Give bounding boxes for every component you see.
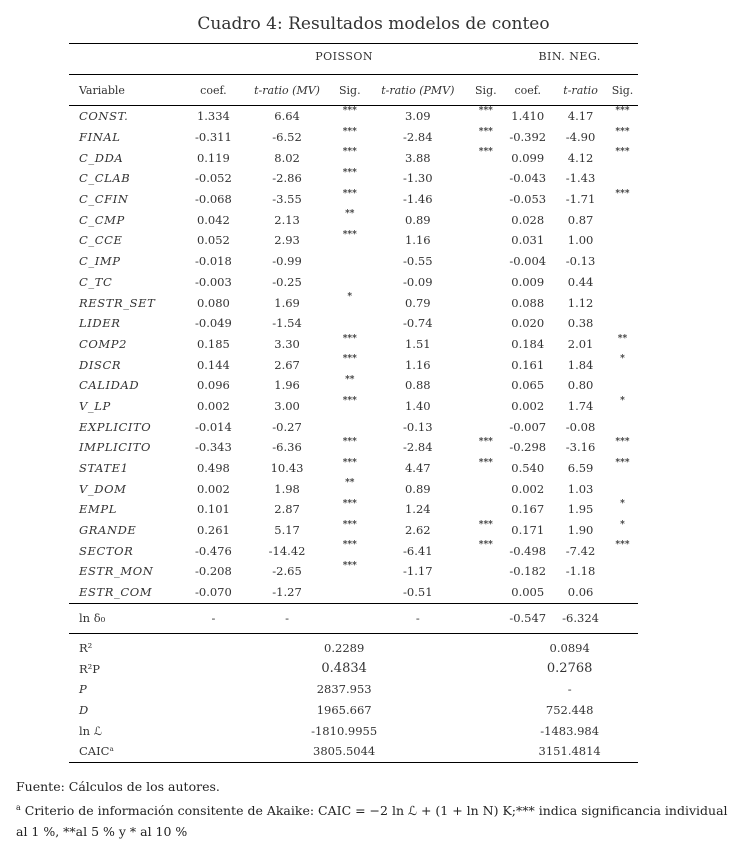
- sig-mv-cell: [334, 582, 365, 603]
- tratio-bn-cell: 1.84: [567, 357, 594, 372]
- tratio-mv-cell: 2.13: [274, 212, 300, 227]
- sig-pmv-cell: [470, 292, 501, 313]
- tratio-mv-cell: -14.42: [268, 543, 306, 558]
- sig-bn-cell: ***: [615, 457, 630, 468]
- header-coef-bn: coef.: [501, 75, 554, 106]
- tratio-pmv-cell: -2.84: [403, 440, 433, 455]
- sig-pmv-cell: [470, 209, 501, 230]
- table-row: [69, 478, 638, 499]
- sig-mv-cell: [334, 313, 365, 334]
- coef-bn-cell: 0.028: [511, 212, 545, 227]
- table-row: [69, 106, 638, 127]
- coef-bn-cell: 0.002: [511, 481, 545, 496]
- table-row: [69, 313, 638, 334]
- stat-poisson-value: 2837.953: [316, 682, 372, 697]
- tratio-bn-cell: 6.59: [567, 461, 594, 476]
- tratio-bn-cell: 1.74: [567, 398, 594, 413]
- stat-poisson-value: 3805.5044: [187, 741, 501, 762]
- sig-mv-cell: ***: [342, 168, 357, 179]
- variable-name: RESTR_SET: [79, 295, 156, 310]
- tratio-mv-cell: 5.17: [274, 523, 300, 538]
- stat-row: [69, 679, 638, 700]
- tratio-mv-cell: -0.27: [272, 419, 302, 434]
- tratio-bn-cell: -0.08: [565, 419, 596, 434]
- tratio-pmv-cell: 1.24: [404, 502, 431, 517]
- sig-bn-cell: *: [620, 354, 625, 365]
- sig-bn-cell: [607, 209, 638, 230]
- stat-label: D: [79, 702, 89, 717]
- variable-name: V_LP: [79, 398, 111, 413]
- coef-cell: 1.334: [196, 109, 230, 124]
- tratio-mv-cell: 8.02: [274, 150, 300, 165]
- variable-name: C_DDA: [79, 150, 124, 165]
- sig-mv-cell: ***: [342, 354, 357, 365]
- tratio-pmv-cell: -0.55: [403, 254, 433, 269]
- table-row: [69, 437, 638, 458]
- coef-cell: 0.261: [196, 523, 230, 538]
- header-sig-bn: Sig.: [607, 75, 638, 106]
- sig-bn-cell: ***: [615, 540, 630, 551]
- variable-name: V_DOM: [79, 481, 127, 496]
- sig-mv-cell: ***: [342, 499, 357, 510]
- sig-pmv-cell: [470, 478, 501, 499]
- coef-cell: -0.003: [195, 274, 232, 289]
- tratio-pmv-cell: 3.09: [404, 109, 431, 124]
- coef-cell: 0.144: [196, 357, 230, 372]
- header-tratio-mv: t-ratio (MV): [240, 75, 334, 106]
- stat-poisson-value: -1810.9955: [311, 723, 378, 738]
- coef-cell: -0.014: [195, 419, 232, 434]
- sig-pmv-cell: [470, 561, 501, 582]
- coef-cell: -0.052: [195, 171, 232, 186]
- coef-bn-cell: 0.005: [501, 582, 554, 603]
- results-table-body: [69, 44, 638, 763]
- table-row: [69, 396, 638, 417]
- coef-bn-cell: -0.053: [509, 192, 547, 207]
- lndelta-coef: -: [187, 603, 240, 633]
- tratio-mv-cell: 6.64: [274, 109, 300, 124]
- tratio-pmv-cell: -2.84: [403, 130, 433, 145]
- sig-mv-cell: ***: [342, 519, 357, 530]
- variable-name: ESTR_MON: [79, 564, 154, 579]
- coef-cell: -0.068: [195, 192, 232, 207]
- variable-name: FINAL: [79, 130, 121, 145]
- lndelta-row: [69, 603, 638, 633]
- variable-name: ESTR_COM: [69, 582, 187, 603]
- sig-mv-cell: **: [345, 374, 355, 385]
- coef-bn-cell: -0.043: [509, 171, 547, 186]
- stat-poisson-value: 1965.667: [316, 702, 372, 717]
- variable-name: SECTOR: [79, 543, 134, 558]
- tratio-pmv-cell: 4.47: [404, 461, 431, 476]
- sig-mv-cell: [334, 416, 365, 437]
- variable-name: STATE1: [79, 461, 129, 476]
- sig-bn-cell: [607, 561, 638, 582]
- table-row: [69, 540, 638, 561]
- sig-mv-cell: ***: [342, 395, 357, 406]
- tratio-pmv-cell: 3.88: [404, 150, 431, 165]
- tratio-pmv-cell: 0.79: [404, 295, 431, 310]
- sig-bn-cell: [607, 168, 638, 189]
- header-tratio-pmv: t-ratio (PMV): [365, 75, 470, 106]
- coef-cell: 0.002: [196, 481, 230, 496]
- stat-row: [69, 633, 638, 658]
- coef-bn-cell: 0.184: [511, 336, 545, 351]
- coef-cell: -0.208: [195, 564, 232, 579]
- tratio-pmv-cell: -1.17: [403, 564, 433, 579]
- coef-bn-cell: 0.065: [511, 378, 545, 393]
- coef-bn-cell: 0.009: [511, 274, 545, 289]
- tratio-pmv-cell: 1.51: [404, 336, 431, 351]
- empty-cell: [470, 603, 501, 633]
- coef-bn-cell: 0.088: [511, 295, 545, 310]
- tratio-bn-cell: -1.18: [565, 564, 596, 579]
- header-sig: Sig.: [334, 75, 365, 106]
- variable-name: DISCR: [79, 357, 122, 372]
- tratio-mv-cell: 3.30: [274, 336, 300, 351]
- tratio-pmv-cell: 1.16: [404, 357, 431, 372]
- coef-cell: -0.070: [187, 582, 240, 603]
- sig-bn-cell: ***: [615, 147, 630, 158]
- sig-bn-cell: *: [620, 499, 625, 510]
- coef-cell: 0.080: [196, 295, 230, 310]
- tratio-bn-cell: 2.01: [567, 336, 594, 351]
- stat-row: [69, 720, 638, 741]
- sig-pmv-cell: [470, 416, 501, 437]
- stat-binneg-value: -: [567, 682, 572, 697]
- tratio-bn-cell: -0.13: [565, 254, 596, 269]
- stat-binneg-value: 0.2768: [546, 661, 593, 677]
- table-row: [69, 292, 638, 313]
- footnote-mark: a: [16, 803, 21, 812]
- variable-name: C_IMP: [79, 254, 121, 269]
- sig-bn-cell: [607, 292, 638, 313]
- footnote: [16, 797, 731, 842]
- stat-row: [69, 741, 638, 762]
- sig-mv-cell: ***: [342, 126, 357, 137]
- header-tratio-bn: t-ratio: [554, 75, 607, 106]
- table-row: [69, 416, 638, 437]
- coef-bn-cell: -0.004: [509, 254, 547, 269]
- coef-bn-cell: -0.392: [509, 130, 547, 145]
- sig-bn-cell: [607, 582, 638, 603]
- stat-label: R²P: [79, 661, 101, 676]
- tratio-bn-cell: 1.03: [567, 481, 594, 496]
- tratio-bn-cell: 0.38: [567, 316, 594, 331]
- table-row: [69, 127, 638, 148]
- tratio-mv-cell: -0.99: [272, 254, 302, 269]
- variable-name: C_TC: [79, 274, 113, 289]
- sig-pmv-cell: [470, 168, 501, 189]
- tratio-bn-cell: 4.12: [567, 150, 594, 165]
- table-row: [69, 230, 638, 251]
- coef-cell: 0.096: [196, 378, 230, 393]
- stat-binneg-value: 752.448: [545, 702, 594, 717]
- tratio-bn-cell: 0.06: [554, 582, 607, 603]
- tratio-mv-cell: -2.86: [272, 171, 302, 186]
- coef-bn-cell: 1.410: [511, 109, 545, 124]
- coef-bn-cell: 0.099: [511, 150, 545, 165]
- tratio-bn-cell: 1.90: [567, 523, 594, 538]
- stat-binneg-value: -1483.984: [540, 723, 600, 738]
- sig-mv-cell: [334, 251, 365, 272]
- coef-cell: -0.476: [195, 543, 232, 558]
- footnote-text: Criterio de información consitente de Akaike: CAIC = −2 ln ℒ + (1 + ln N) K;*** indica significancia individual al 1 %, **al 5 % y * al 10 %: [16, 803, 728, 840]
- header-variable: Variable: [69, 75, 187, 106]
- lndelta-tratio-mv: -: [240, 603, 334, 633]
- sig-bn-cell: [607, 416, 638, 437]
- tratio-mv-cell: 1.96: [274, 378, 300, 393]
- tratio-mv-cell: 2.67: [274, 357, 300, 372]
- variable-name: LIDER: [79, 316, 121, 331]
- coef-bn-cell: -0.298: [509, 440, 547, 455]
- table-row: [69, 209, 638, 230]
- tratio-pmv-cell: -1.46: [403, 192, 433, 207]
- sig-pmv-cell: [470, 334, 501, 355]
- tratio-bn-cell: 1.12: [567, 295, 594, 310]
- coef-cell: 0.119: [196, 150, 230, 165]
- empty-cell: [607, 603, 638, 633]
- lndelta-tratio-pmv: -: [365, 603, 470, 633]
- sig-mv-cell: **: [345, 478, 355, 489]
- coef-cell: -0.343: [195, 440, 232, 455]
- variable-name: EXPLICITO: [79, 419, 152, 434]
- sig-pmv-cell: [470, 375, 501, 396]
- sig-mv-cell: ***: [342, 457, 357, 468]
- coef-bn-cell: 0.540: [511, 461, 545, 476]
- variable-name: GRANDE: [79, 523, 137, 538]
- sig-pmv-cell: [470, 189, 501, 210]
- stat-poisson-value: 0.2289: [324, 640, 365, 655]
- table-row: [69, 189, 638, 210]
- tratio-mv-cell: 3.00: [274, 398, 300, 413]
- table-row: [69, 354, 638, 375]
- tratio-mv-cell: 2.93: [274, 233, 300, 248]
- coef-bn-cell: 0.031: [511, 233, 545, 248]
- table-title: Cuadro 4: Resultados modelos de conteo: [197, 14, 550, 34]
- tratio-mv-cell: -6.52: [272, 130, 302, 145]
- table-row: [69, 334, 638, 355]
- sig-mv-cell: ***: [342, 147, 357, 158]
- table-row: [69, 375, 638, 396]
- coef-cell: -0.018: [195, 254, 232, 269]
- coef-bn-cell: 0.161: [511, 357, 545, 372]
- tratio-mv-cell: -3.55: [272, 192, 302, 207]
- stat-row: [69, 700, 638, 721]
- sig-bn-cell: ***: [615, 188, 630, 199]
- sig-bn-cell: ***: [615, 437, 630, 447]
- variable-name: IMPLICITO: [79, 440, 152, 455]
- sig-pmv-cell: [470, 272, 501, 293]
- coef-cell: -0.049: [195, 316, 232, 331]
- sig-pmv-cell: ***: [478, 106, 493, 116]
- variable-name: EMPL: [79, 502, 117, 517]
- tratio-bn-cell: -4.90: [565, 130, 596, 145]
- header-coef: coef.: [187, 75, 240, 106]
- tratio-mv-cell: -6.36: [272, 440, 302, 455]
- sig-bn-cell: *: [620, 519, 625, 530]
- tratio-mv-cell: -0.25: [272, 274, 302, 289]
- stat-row: [69, 658, 638, 679]
- stat-label: R²: [79, 640, 93, 655]
- stat-binneg-value: 0.0894: [549, 640, 590, 655]
- tratio-mv-cell: 2.87: [274, 502, 300, 517]
- sig-bn-cell: [607, 478, 638, 499]
- sig-pmv-cell: ***: [478, 519, 493, 530]
- sig-pmv-cell: [470, 251, 501, 272]
- stat-label: CAICᵃ: [69, 741, 187, 762]
- sig-pmv-cell: [470, 396, 501, 417]
- sig-bn-cell: [607, 313, 638, 334]
- tratio-pmv-cell: -6.41: [403, 543, 433, 558]
- tratio-pmv-cell: 1.40: [404, 398, 431, 413]
- tratio-mv-cell: -1.27: [240, 582, 334, 603]
- table-notes: [16, 776, 731, 842]
- sig-pmv-cell: ***: [478, 126, 493, 137]
- lndelta-label: ln δ₀: [69, 603, 187, 633]
- coef-bn-cell: 0.020: [511, 316, 545, 331]
- sig-mv-cell: ***: [342, 561, 357, 572]
- table-row: [69, 147, 638, 168]
- tratio-pmv-cell: 0.89: [404, 481, 431, 496]
- sig-mv-cell: ***: [342, 106, 357, 116]
- table-row: [69, 458, 638, 479]
- sig-mv-cell: ***: [342, 333, 357, 344]
- tratio-pmv-cell: -0.51: [365, 582, 470, 603]
- coef-bn-cell: 0.171: [511, 523, 545, 538]
- sig-pmv-cell: ***: [478, 457, 493, 468]
- tratio-mv-cell: -2.65: [272, 564, 302, 579]
- tratio-mv-cell: 10.43: [270, 461, 304, 476]
- sig-mv-cell: ***: [342, 188, 357, 199]
- variable-name: COMP2: [79, 336, 128, 351]
- tratio-pmv-cell: -1.30: [403, 171, 433, 186]
- table-row: [69, 520, 638, 541]
- column-header-row: [69, 75, 638, 106]
- sig-mv-cell: ***: [342, 540, 357, 551]
- stat-label: ln ℒ: [79, 723, 103, 738]
- sig-bn-cell: [607, 272, 638, 293]
- tratio-pmv-cell: -0.13: [403, 419, 433, 434]
- sig-pmv-cell: [470, 499, 501, 520]
- coef-cell: 0.052: [196, 233, 230, 248]
- coef-cell: 0.042: [196, 212, 230, 227]
- lndelta-tratio-bn: -6.324: [554, 603, 607, 633]
- tratio-bn-cell: 1.95: [567, 502, 594, 517]
- sig-pmv-cell: ***: [478, 147, 493, 158]
- variable-name: CONST.: [79, 109, 129, 124]
- empty-cell: [334, 603, 365, 633]
- table-row: [69, 561, 638, 582]
- tratio-bn-cell: 0.80: [567, 378, 594, 393]
- coef-bn-cell: 0.002: [511, 398, 545, 413]
- table-row: [69, 272, 638, 293]
- stat-binneg-value: 3151.4814: [501, 741, 638, 762]
- coef-cell: 0.498: [196, 461, 230, 476]
- coef-bn-cell: -0.182: [509, 564, 547, 579]
- sig-pmv-cell: ***: [478, 540, 493, 551]
- coef-bn-cell: 0.167: [511, 502, 545, 517]
- tratio-bn-cell: -7.42: [565, 543, 596, 558]
- tratio-pmv-cell: 0.89: [404, 212, 431, 227]
- sig-mv-cell: [334, 272, 365, 293]
- table-row: [69, 499, 638, 520]
- variable-name: C_CFIN: [79, 192, 129, 207]
- sig-bn-cell: [607, 251, 638, 272]
- tratio-pmv-cell: 1.16: [404, 233, 431, 248]
- variable-name: CALIDAD: [79, 378, 140, 393]
- sig-pmv-cell: ***: [478, 437, 493, 447]
- table-row: [69, 168, 638, 189]
- tratio-bn-cell: -1.43: [565, 171, 596, 186]
- sig-pmv-cell: [470, 354, 501, 375]
- sig-bn-cell: [607, 375, 638, 396]
- tratio-bn-cell: -1.71: [565, 192, 596, 207]
- tratio-pmv-cell: 0.88: [404, 378, 431, 393]
- tratio-mv-cell: 1.69: [274, 295, 300, 310]
- poisson-group-label: POISSON: [315, 49, 374, 63]
- coef-cell: -0.311: [195, 130, 232, 145]
- tratio-mv-cell: 1.98: [274, 481, 300, 496]
- source-note: Fuente: Cálculos de los autores.: [16, 779, 220, 794]
- results-table: [69, 43, 638, 763]
- stat-label: P: [79, 682, 87, 697]
- group-header-row: [69, 44, 638, 75]
- coef-cell: 0.002: [196, 398, 230, 413]
- sig-bn-cell: ***: [615, 106, 630, 116]
- sig-bn-cell: **: [617, 333, 628, 344]
- sig-pmv-cell: [470, 313, 501, 334]
- stat-poisson-value: 0.4834: [321, 661, 367, 677]
- tratio-bn-cell: 1.00: [567, 233, 594, 248]
- tratio-bn-cell: 0.87: [567, 212, 594, 227]
- tratio-pmv-cell: 2.62: [404, 523, 431, 538]
- tratio-bn-cell: -3.16: [565, 440, 596, 455]
- sig-mv-cell: **: [345, 209, 355, 220]
- table-row: [69, 582, 638, 603]
- variable-name: C_CCE: [79, 233, 123, 248]
- header-sig-pmv: Sig.: [470, 75, 501, 106]
- tratio-bn-cell: 4.17: [567, 109, 594, 124]
- variable-name: C_CMP: [79, 212, 125, 227]
- tratio-mv-cell: -1.54: [272, 316, 302, 331]
- sig-pmv-cell: [470, 230, 501, 251]
- sig-bn-cell: [607, 230, 638, 251]
- table-row: [69, 251, 638, 272]
- sig-bn-cell: *: [620, 395, 625, 406]
- sig-mv-cell: ***: [342, 437, 357, 447]
- tratio-bn-cell: 0.44: [567, 274, 594, 289]
- variable-name: C_CLAB: [79, 171, 131, 186]
- sig-mv-cell: ***: [342, 230, 357, 241]
- lndelta-coef-bn: -0.547: [501, 603, 554, 633]
- coef-cell: 0.101: [196, 502, 230, 517]
- tratio-pmv-cell: -0.09: [403, 274, 433, 289]
- sig-bn-cell: ***: [615, 126, 630, 137]
- binneg-group-label: BIN. NEG.: [538, 49, 601, 63]
- coef-cell: 0.185: [196, 336, 230, 351]
- coef-bn-cell: -0.498: [509, 543, 547, 558]
- tratio-pmv-cell: -0.74: [403, 316, 433, 331]
- sig-mv-cell: *: [347, 292, 353, 303]
- sig-pmv-cell: [470, 582, 501, 603]
- coef-bn-cell: -0.007: [509, 419, 547, 434]
